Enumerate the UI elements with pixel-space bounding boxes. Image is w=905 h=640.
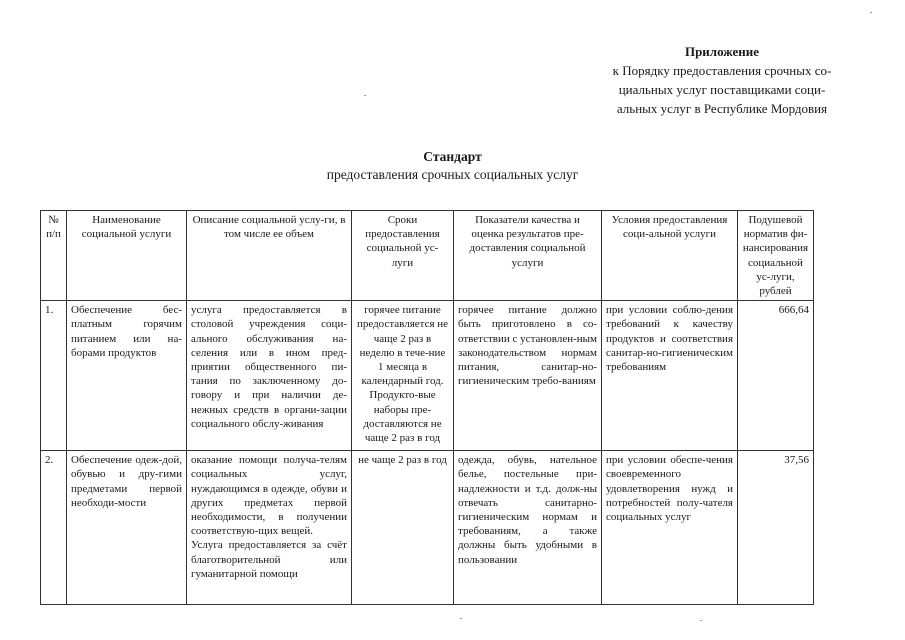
- cell-quality: одежда, обувь, нательное белье, постельные при-надлежности и т.д. долж-ны отвечать санитарно-гигиеническим нормам и требованиям, а также должны быть удобными в пользовании: [454, 451, 602, 605]
- table-row: [41, 301, 814, 451]
- description-part: Услуга предоставляется за счёт благотворительной или гуманитарной помощи: [191, 539, 347, 580]
- cell-conditions: при условии соблю-дения требований к качеству продуктов и соответствия санитар-но-гигиеническим требованиям: [602, 301, 738, 451]
- scan-speck: [870, 12, 872, 13]
- cell-terms: горячее питание предоставляется не чаще 2 раз в неделю в тече-ние 1 месяца в календарный год. Продукто-вые наборы пре-доставляются не чаще 2 раз в год: [352, 301, 454, 451]
- cell-num: 1.: [41, 301, 67, 451]
- header-conditions: Условия предоставления соци-альной услуги: [602, 211, 738, 301]
- appendix-line: альных услуг в Республике Мордовия: [616, 101, 828, 116]
- title-bold: Стандарт: [423, 149, 482, 164]
- title-subtitle: предоставления срочных социальных услуг: [326, 167, 579, 182]
- header-norm: Подушевой норматив фи-нансирования социальной ус-луги, рублей: [738, 211, 814, 301]
- cell-num: 2.: [41, 451, 67, 605]
- cell-conditions: при условии обеспе-чения своевременного удовлетворения нужд и потребностей полу-чателя социальных услуг: [602, 451, 738, 605]
- scan-speck: [460, 618, 462, 619]
- header-name: Наименование социальной услуги: [67, 211, 187, 301]
- header-num: № п/п: [41, 211, 67, 301]
- cell-quality: горячее питание должно быть приготовлено в со-ответствии с установлен-ным законодательством нормам питания, санитар-но-гигиеническим требо-ваниям: [454, 301, 602, 451]
- appendix-line: циальных услуг поставщиками соци-: [618, 82, 826, 97]
- description-part: оказание помощи получа-телям социальных услуг, нуждающимся в одежде, обуви и других предметах первой необходимости, в получении соответствую-щих вещей.: [191, 454, 347, 538]
- table-row: [41, 451, 814, 605]
- document-title: [0, 148, 905, 184]
- cell-norm: 666,64: [738, 301, 814, 451]
- appendix-title: Приложение: [684, 44, 760, 59]
- header-quality: Показатели качества и оценка результатов пре-доставления социальной услуги: [454, 211, 602, 301]
- scan-speck: [364, 95, 366, 96]
- cell-name: Обеспечение одеж-дой, обувью и дру-гими предметами первой необходи-мости: [67, 451, 187, 605]
- header-description: Описание социальной услу-ги, в том числе ее объем: [187, 211, 352, 301]
- header-terms: Сроки предоставления социальной ус-луги: [352, 211, 454, 301]
- cell-name: Обеспечение бес-платным горячим питанием или на-борами продуктов: [67, 301, 187, 451]
- standard-table: [40, 210, 814, 605]
- table-header-row: [41, 211, 814, 301]
- cell-description: услуга предоставляется в столовой учреждения соци-ального обслуживания на-селения или в ином пред-приятии общественного пи-тания по заключенному до-говору и при наличии де-нежных средств в органи-зации социального обслу-живания: [187, 301, 352, 451]
- appendix-line: к Порядку предоставления срочных со-: [612, 63, 832, 78]
- cell-norm: 37,56: [738, 451, 814, 605]
- scan-speck: [700, 620, 702, 621]
- cell-description: [187, 451, 352, 605]
- appendix-block: [587, 42, 857, 118]
- cell-terms: не чаще 2 раз в год: [352, 451, 454, 605]
